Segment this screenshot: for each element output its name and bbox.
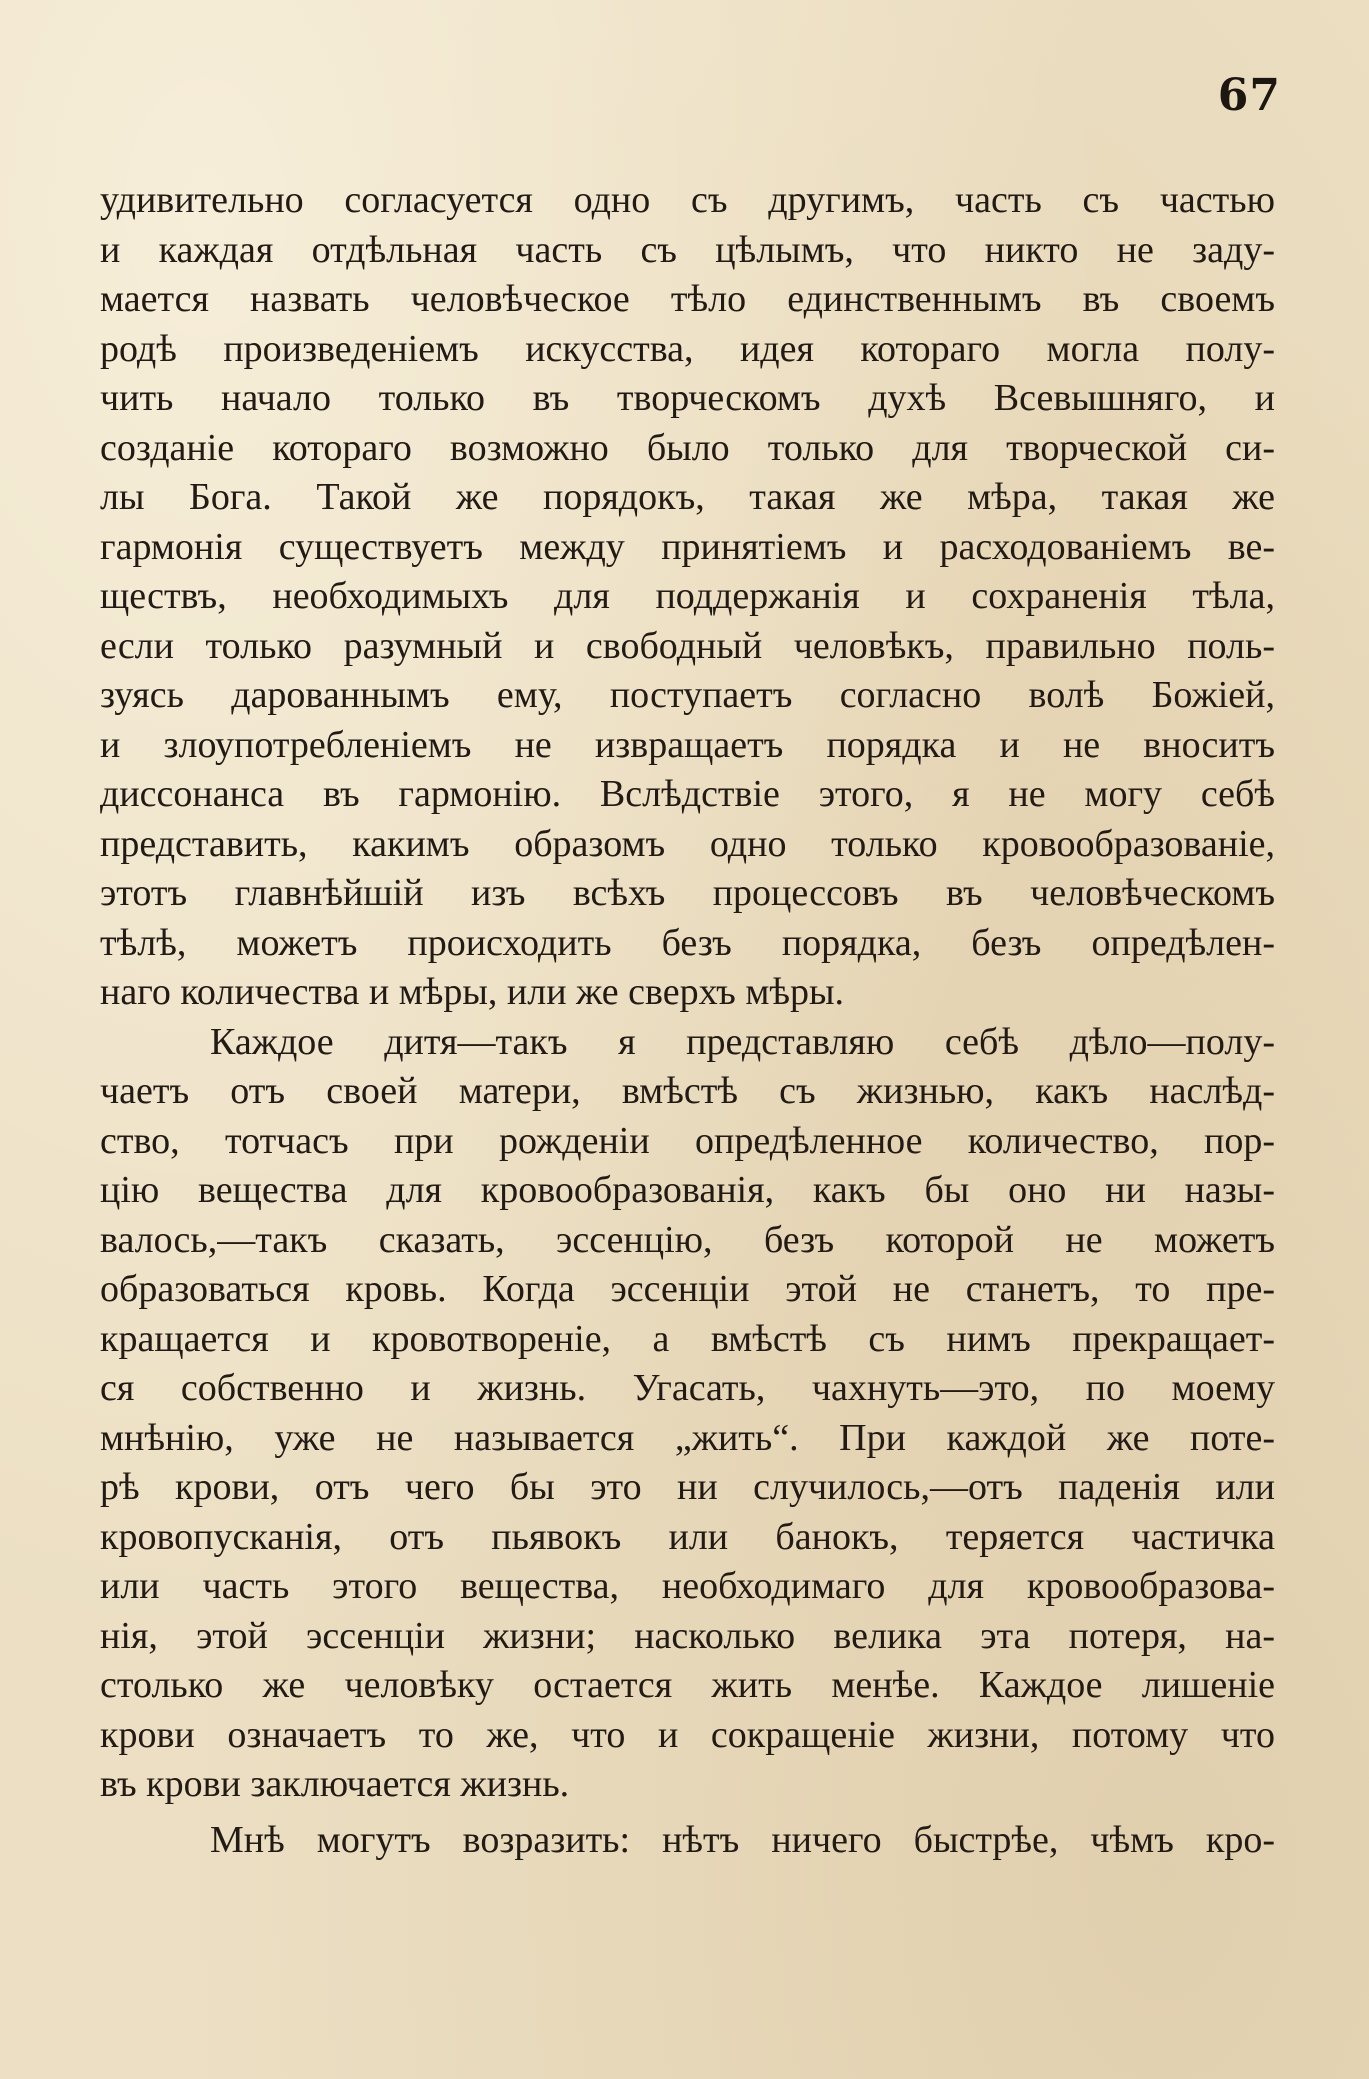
text-line: чить начало только въ творческомъ духѣ Всевышняго, и [100,377,1275,419]
paragraph-3 [100,1816,1275,1866]
text-line: цію вещества для кровообразованія, какъ бы оно ни назы- [100,1169,1275,1211]
text-line: наго количества и мѣры, или же сверхъ мѣры. [100,971,845,1013]
text-line: Мнѣ могутъ возразить: нѣтъ ничего быстрѣе, чѣмъ кро- [210,1818,1275,1861]
text-line: Каждое дитя—такъ я представляю себѣ дѣло—полу- [210,1020,1275,1063]
text-line: мается назвать человѣческое тѣло единственнымъ въ своемъ [100,278,1275,320]
text-line: если только разумный и свободный человѣкъ, правильно поль- [100,624,1275,667]
text-line: столько же человѣку остается жить менѣе. Каждое лишеніе [100,1664,1275,1706]
text-line: тѣлѣ, можетъ происходить безъ порядка, безъ опредѣлен- [100,921,1275,964]
text-line: лы Бога. Такой же порядокъ, такая же мѣра, такая же [100,476,1275,518]
page-number: 67 [1217,70,1281,121]
text-line: созданіе котораго возможно было только для творческой си- [100,426,1275,469]
text-line: ство, тотчасъ при рожденіи опредѣленное количество, пор- [100,1119,1275,1162]
text-line: представить, какимъ образомъ одно только кровообразованіе, [100,822,1275,865]
paragraph-2 [100,1018,1275,1810]
text-line: валось,—такъ сказать, эссенцію, безъ которой не можетъ [100,1218,1275,1261]
text-line: въ крови заключается жизнь. [100,1763,570,1805]
text-line: ществъ, необходимыхъ для поддержанія и сохраненія тѣла, [100,575,1275,617]
text-line: кровопусканія, отъ пьявокъ или банокъ, теряется частичка [100,1515,1275,1558]
text-line: и злоупотребленіемъ не извращаетъ порядка и не вноситъ [100,723,1275,766]
text-line: ся собственно и жизнь. Угасать, чахнуть—это, по моему [100,1367,1275,1409]
text-line: чаетъ отъ своей матери, вмѣстѣ съ жизнью, какъ наслѣд- [100,1070,1275,1112]
text-line: зуясь дарованнымъ ему, поступаетъ согласно волѣ Божіей, [100,674,1275,716]
text-line: и каждая отдѣльная часть съ цѣлымъ, что никто не заду- [100,228,1275,271]
text-line: этотъ главнѣйшій изъ всѣхъ процессовъ въ человѣческомъ [100,872,1275,914]
text-line: или часть этого вещества, необходимаго для кровообразова- [100,1565,1275,1607]
text-line: мнѣнію, уже не называется „жить“. При каждой же поте- [100,1416,1275,1459]
text-line: удивительно согласуется одно съ другимъ, часть съ частью [100,179,1275,221]
text-line: кращается и кровотвореніе, а вмѣстѣ съ нимъ прекращает- [100,1317,1275,1360]
text-line: нія, этой эссенціи жизни; насколько велика эта потеря, на- [100,1614,1275,1657]
body-text [100,176,1275,1865]
text-line: крови означаетъ то же, что и сокращеніе жизни, потому что [100,1713,1275,1756]
text-line: родѣ произведеніемъ искусства, идея котораго могла полу- [100,327,1275,370]
text-line: диссонанса въ гармонію. Вслѣдствіе этого, я не могу себѣ [100,773,1275,815]
paragraph-1 [100,176,1275,1018]
text-line: образоваться кровь. Когда эссенціи этой не станетъ, то пре- [100,1268,1275,1310]
text-line: гармонія существуетъ между принятіемъ и расходованіемъ ве- [100,525,1275,568]
text-line: рѣ крови, отъ чего бы это ни случилось,—отъ паденія или [100,1466,1275,1508]
